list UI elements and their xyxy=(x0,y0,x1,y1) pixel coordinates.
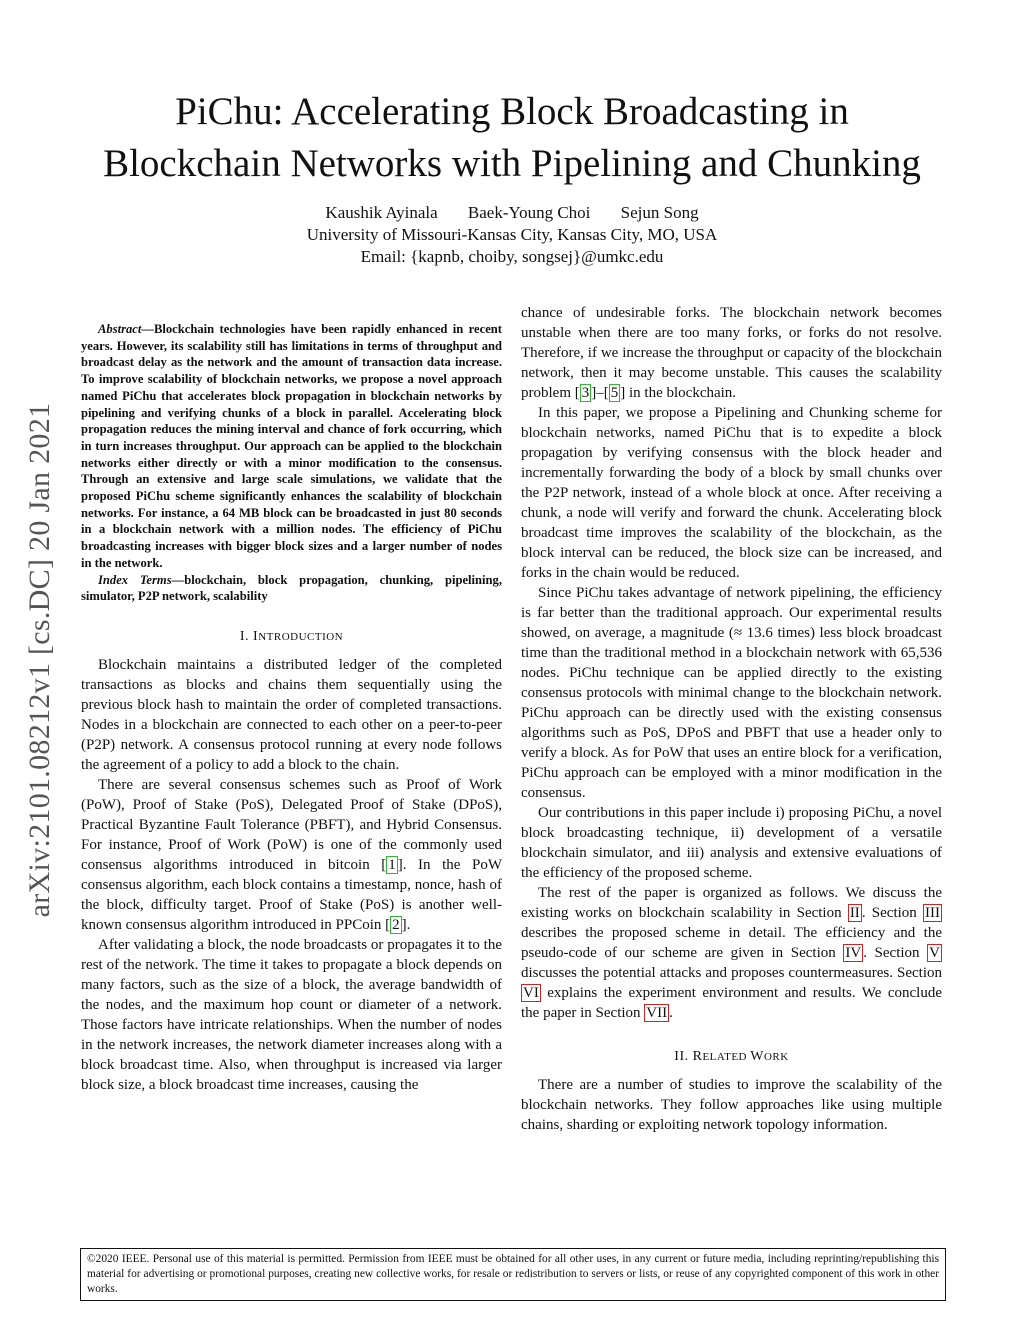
paragraph-text: The rest of the paper is organized as follows. We discuss the existing works on blockchain scalability in Section xyxy=(521,885,942,921)
heading-smallcaps: NTRODUCTION xyxy=(258,630,344,643)
email: Email: {kapnb, choiby, songsej}@umkc.edu xyxy=(360,247,664,266)
paragraph-text: discusses the potential attacks and proposes countermeasures. Section xyxy=(521,965,942,981)
intro-paragraph-2: There are several consensus schemes such as Proof of Work (PoW), Proof of Stake (PoS), Delegated Proof of Stake (DPoS), Practical Byzantine Fault Tolerance (PBFT), and Hybrid Consensus. For instance, Proof of Work (PoW) is one of the commonly used consensus algorithms introduced in bitcoin [ 1 ]. In the PoW consensus algorithm, each block contains a timestamp, nonce, hash of the block, difficulty target. Proof of Stake (PoS) is another well-known consensus algorithm introduced in PPCoin [ 2 ]. xyxy=(81,776,502,933)
section-link-iii[interactable]: III xyxy=(925,905,940,921)
heading-initial: I xyxy=(253,628,259,644)
paragraph-text: chance of undesirable forks. The blockchain network becomes unstable when there are too many forks, or forks do not resolve. Therefore, if we increase the throughput or capacity of the blockchain network, then it may become unstable. This causes the scalability problem xyxy=(521,305,942,401)
right-paragraph-4: Our contributions in this paper include i) proposing PiChu, a novel block broadcasting technique, ii) development of a versatile blockchain simulator, and iii) analysis and extensive evaluations of the efficiency of the proposed scheme. xyxy=(521,805,942,881)
index-terms-text: blockchain, block propagation, chunking, pipelining, simulator, P2P network, scalability xyxy=(81,572,502,604)
section-number: II. xyxy=(674,1049,693,1064)
section-link-iv[interactable]: IV xyxy=(845,945,862,961)
paragraph-text: . In the PoW consensus algorithm, each block contains a timestamp, nonce, hash of the block, difficulty target. Proof of Stake (PoS) is another well-known consensus algorithm introduced in PPCoin xyxy=(81,856,502,933)
index-terms-label: Index Terms xyxy=(98,572,172,587)
index-terms xyxy=(81,572,502,605)
section-heading-related-work xyxy=(521,1047,942,1067)
paragraph-text: There are several consensus schemes such as Proof of Work (PoW), Proof of Stake (PoS), Delegated Proof of Stake (DPoS), Practical Byzantine Fault Tolerance (PBFT), and Hybrid Consensus. For instance, Proof of Work (PoW) is one of the commonly used consensus algorithms introduced in bitcoin xyxy=(81,776,502,873)
arxiv-sidebar xyxy=(18,360,62,960)
heading-initial: W xyxy=(750,1049,764,1064)
heading-smallcaps: ORK xyxy=(763,1051,789,1063)
author-3: Sejun Song xyxy=(620,203,699,222)
left-column xyxy=(81,321,502,1095)
intro-paragraph-1: Blockchain maintains a distributed ledger of the completed transactions as blocks and chains them sequentially using the previous block hash to maintain the order of completed transactions. Nodes in a blockchain are connected to each other on a peer-to-peer (P2P) network. A consensus protocol running at every node follows the agreement of a policy to add a block to the chain. xyxy=(81,656,502,773)
paper-title xyxy=(40,86,984,190)
section-heading-introduction xyxy=(81,627,502,647)
affiliation: University of Missouri-Kansas City, Kansas City, MO, USA xyxy=(306,225,718,244)
section-link-ii[interactable]: II xyxy=(849,905,860,921)
index-terms-dash: — xyxy=(171,572,185,587)
author-names xyxy=(0,202,1024,224)
section-number: I. xyxy=(239,628,254,644)
abstract xyxy=(81,321,502,572)
abstract-text: Blockchain technologies have been rapidly enhanced in recent years. However, its scalability still has limitations in terms of throughput and broadcast delay as the network and the amount of transaction data increase. To improve scalability of blockchain networks, we propose a novel approach named PiChu that accelerates block propagation in blockchain networks by pipelining and verifying chunks of a block in parallel. Accelerating block propagation reduces the mining interval and chance of fork occurring, which in turn increases throughput. Our approach can be applied to the blockchain networks either directly or with a minor modification to the consensus. Through an extensive and large scale simulations, we validate that the proposed PiChu scheme significantly enhances the scalability of blockchain networks. For instance, a 64 MB block can be broadcasted in just 80 seconds in a blockchain network with a million nodes. The efficiency of PiChu broadcasting increases with bigger block sizes and a larger number of nodes in the network. xyxy=(81,322,502,570)
related-paragraph-1: There are a number of studies to improve the scalability of the blockchain networks. They follow approaches like using multiple chains, sharding or exploiting network topology information. xyxy=(521,1077,942,1133)
author-1: Kaushik Ayinala xyxy=(325,203,438,222)
citation-link-3[interactable]: 3 xyxy=(581,385,590,401)
right-paragraph-2: In this paper, we propose a Pipelining and Chunking scheme for blockchain networks, named PiChu that is to expedite a block propagation by verifying consensus with the block header and incrementally forwarding the body of a block by small chunks over the P2P network, instead of a whole block at once. After receiving a chunk, a node will verify and forward the chunk. Accelerating block broadcast time improves the scalability of the blockchain, as the block interval can be reduced, the block size can be increased, and forks in the chain would be reduced. xyxy=(521,405,942,581)
heading-initial: R xyxy=(692,1049,703,1064)
title-line-1: PiChu: Accelerating Block Broadcasting in xyxy=(175,90,849,133)
right-paragraph-1: chance of undesirable forks. The blockchain network becomes unstable when there are too many forks, or forks do not resolve. Therefore, if we increase the throughput or capacity of the blockchain network, then it may become unstable. This causes the scalability problem [ 3 ]–[ 5 ] in the blockchain. xyxy=(521,305,942,401)
paragraph-text: explains the experiment environment and results. We conclude the paper in Section xyxy=(521,985,942,1021)
paragraph-text: . Section xyxy=(861,905,923,921)
citation-link-2[interactable]: 2 xyxy=(392,916,400,933)
citation-link-5[interactable]: 5 xyxy=(610,385,619,401)
abstract-label: Abstract xyxy=(98,322,142,336)
heading-smallcaps: ELATED xyxy=(702,1051,751,1063)
abstract-dash: — xyxy=(141,322,154,336)
section-link-vi[interactable]: VI xyxy=(523,985,539,1001)
section-link-v[interactable]: V xyxy=(929,945,940,961)
arxiv-identifier: arXiv:2101.08212v1 [cs.DC] 20 Jan 2021 xyxy=(23,402,56,918)
range-dash: – xyxy=(596,385,604,401)
paragraph-text: . Section xyxy=(863,945,928,961)
title-line-2: Blockchain Networks with Pipelining and Chunking xyxy=(103,142,921,185)
intro-paragraph-3: After validating a block, the node broadcasts or propagates it to the rest of the network. The time it takes to propagate a block depends on many factors, such as the size of a block, the average bandwidth of the nodes, and the maximum hop count or diameter of a network. Those factors have intricate relationships. When the number of nodes in the network increases, the network diameter increases along with a block broadcast time. Also, when throughput is increased via larger block size, a block broadcast time increases, causing the xyxy=(81,936,502,1093)
author-block xyxy=(0,202,1024,268)
paragraph-text: in the blockchain. xyxy=(625,385,737,401)
copyright-notice: ©2020 IEEE. Personal use of this material is permitted. Permission from IEEE must be obtained for all other uses, in any current or future media, including reprinting/republishing this material for advertising or promotional purposes, creating new collective works, for resale or redistribution to servers or lists, or reuse of any copyrighted component of this work in other works. xyxy=(80,1248,946,1301)
right-paragraph-3: Since PiChu takes advantage of network pipelining, the efficiency is far better than the traditional approach. Our experimental results showed, on average, a magnitude (≈ 13.6 times) less block broadcast time than the traditional method in a blockchain network with 65,536 nodes. PiChu technique can be applied directly to the existing consensus protocols with minimal change to the blockchain network. PiChu approach can be directly used with the existing consensus algorithms such as PoS, DPoS and PBFT that use a header only to verify a block. As for PoW that uses an entire block for a verification, PiChu approach can be employed with a minor modification in the consensus. xyxy=(521,585,942,801)
paragraph-text: . xyxy=(669,1005,673,1021)
citation-link-1[interactable]: 1 xyxy=(388,856,396,873)
right-column xyxy=(521,303,942,1135)
paragraph-text: describes the proposed scheme in detail. The efficiency and the pseudo-code of our scheme are given in Section xyxy=(521,925,942,961)
paragraph-text: . xyxy=(406,916,411,933)
right-paragraph-5 xyxy=(521,883,942,1023)
author-2: Baek-Young Choi xyxy=(467,203,591,222)
section-link-vii[interactable]: VII xyxy=(646,1005,668,1021)
